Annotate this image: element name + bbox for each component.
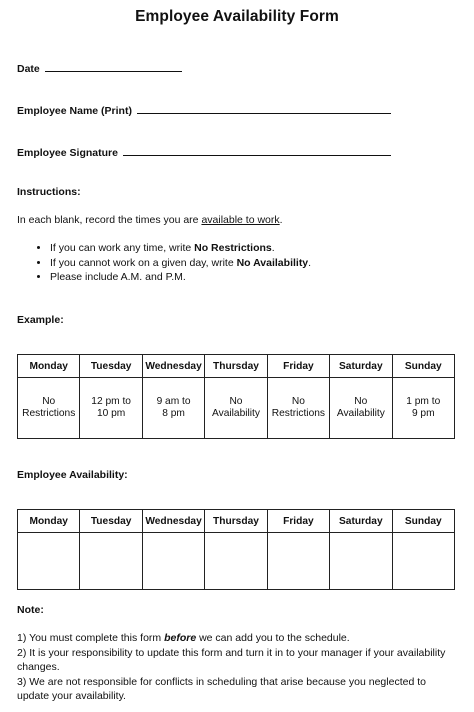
cell-line: No	[354, 395, 368, 407]
employee-name-label: Employee Name (Print)	[17, 105, 132, 117]
cell-line: Restrictions	[271, 408, 325, 419]
example-heading: Example:	[17, 314, 64, 326]
note-text: 2) It is your responsibility to update this form and turn it in to your manager if your availability changes.	[17, 646, 446, 673]
bullet-emphasis: No Restrictions	[194, 242, 272, 254]
availability-day-header: Friday	[267, 510, 329, 533]
list-item	[17, 646, 457, 675]
employee-signature-field	[17, 145, 391, 159]
note-text: 1) You must complete this form	[17, 632, 165, 644]
example-cell	[142, 378, 204, 439]
cell-line: No	[229, 395, 243, 407]
note-heading: Note:	[17, 604, 44, 616]
example-day-header: Wednesday	[142, 355, 204, 378]
employee-name-field	[17, 103, 391, 117]
example-cell	[18, 378, 80, 439]
example-cell	[330, 378, 392, 439]
cell-line: Restrictions	[22, 408, 76, 419]
cell-line: No	[42, 395, 56, 407]
example-cell	[267, 378, 329, 439]
available-to-work-link[interactable]: available to work	[201, 214, 280, 226]
instructions-intro	[17, 214, 283, 226]
instructions-heading: Instructions:	[17, 186, 81, 198]
example-day-header: Sunday	[392, 355, 454, 378]
employee-signature-input-line[interactable]	[123, 145, 391, 156]
bullet-suffix: .	[308, 256, 312, 269]
example-day-header: Saturday	[330, 355, 392, 378]
availability-heading: Employee Availability:	[17, 469, 128, 481]
availability-input-cell-sunday[interactable]	[392, 533, 454, 590]
list-item	[50, 256, 311, 271]
list-item	[17, 675, 457, 704]
table-row	[18, 378, 455, 439]
cell-line: No	[291, 395, 305, 407]
example-cell	[205, 378, 267, 439]
example-table	[17, 354, 455, 439]
date-label: Date	[17, 63, 40, 75]
availability-day-header: Monday	[18, 510, 80, 533]
availability-input-cell-wednesday[interactable]	[142, 533, 204, 590]
table-row	[18, 533, 455, 590]
bullet-text: If you can work any time, write	[50, 242, 195, 254]
form-title: Employee Availability Form	[135, 8, 339, 25]
availability-table	[17, 509, 455, 590]
bullet-text: If you cannot work on a given day, write	[50, 256, 237, 269]
employee-signature-label: Employee Signature	[17, 147, 118, 159]
list-item	[50, 241, 311, 256]
example-cell	[80, 378, 142, 439]
table-header-row	[18, 355, 455, 378]
availability-day-header: Thursday	[205, 510, 267, 533]
date-input-line[interactable]	[45, 61, 182, 72]
note-suffix: we can add you to the schedule.	[196, 632, 350, 644]
example-day-header: Monday	[18, 355, 80, 378]
table-header-row	[18, 510, 455, 533]
instructions-list	[17, 241, 311, 285]
availability-day-header: Tuesday	[80, 510, 142, 533]
bullet-emphasis: No Availability	[236, 256, 309, 269]
cell-line: 12 pm to	[91, 395, 131, 407]
cell-line: Availability	[336, 408, 385, 419]
example-day-header: Thursday	[205, 355, 267, 378]
employee-name-input-line[interactable]	[137, 103, 391, 114]
cell-line: 9 am to	[156, 395, 191, 407]
availability-input-cell-saturday[interactable]	[330, 533, 392, 590]
availability-day-header: Wednesday	[142, 510, 204, 533]
instructions-intro-prefix: In each blank, record the times you are	[17, 214, 202, 226]
note-text: 3) We are not responsible for conflicts in scheduling that arise because you neglected to update your availability.	[17, 675, 426, 702]
list-item	[50, 270, 311, 285]
instructions-intro-suffix: .	[279, 214, 283, 226]
cell-line: 10 pm	[96, 408, 126, 419]
cell-line: Availability	[212, 408, 260, 419]
note-emphasis: before	[164, 632, 197, 644]
availability-input-cell-tuesday[interactable]	[80, 533, 142, 590]
cell-line: 9 pm	[411, 408, 435, 419]
availability-input-cell-monday[interactable]	[18, 533, 80, 590]
date-field	[17, 61, 182, 75]
note-list	[17, 631, 457, 704]
example-day-header: Friday	[267, 355, 329, 378]
cell-line: 8 pm	[162, 408, 185, 419]
bullet-suffix: .	[271, 242, 275, 254]
availability-input-cell-thursday[interactable]	[205, 533, 267, 590]
availability-input-cell-friday[interactable]	[267, 533, 329, 590]
list-item	[17, 631, 457, 646]
example-cell	[392, 378, 454, 439]
bullet-text: Please include A.M. and P.M.	[50, 271, 186, 283]
example-day-header: Tuesday	[80, 355, 142, 378]
availability-day-header: Sunday	[392, 510, 454, 533]
cell-line: 1 pm to	[406, 395, 441, 407]
availability-day-header: Saturday	[330, 510, 392, 533]
